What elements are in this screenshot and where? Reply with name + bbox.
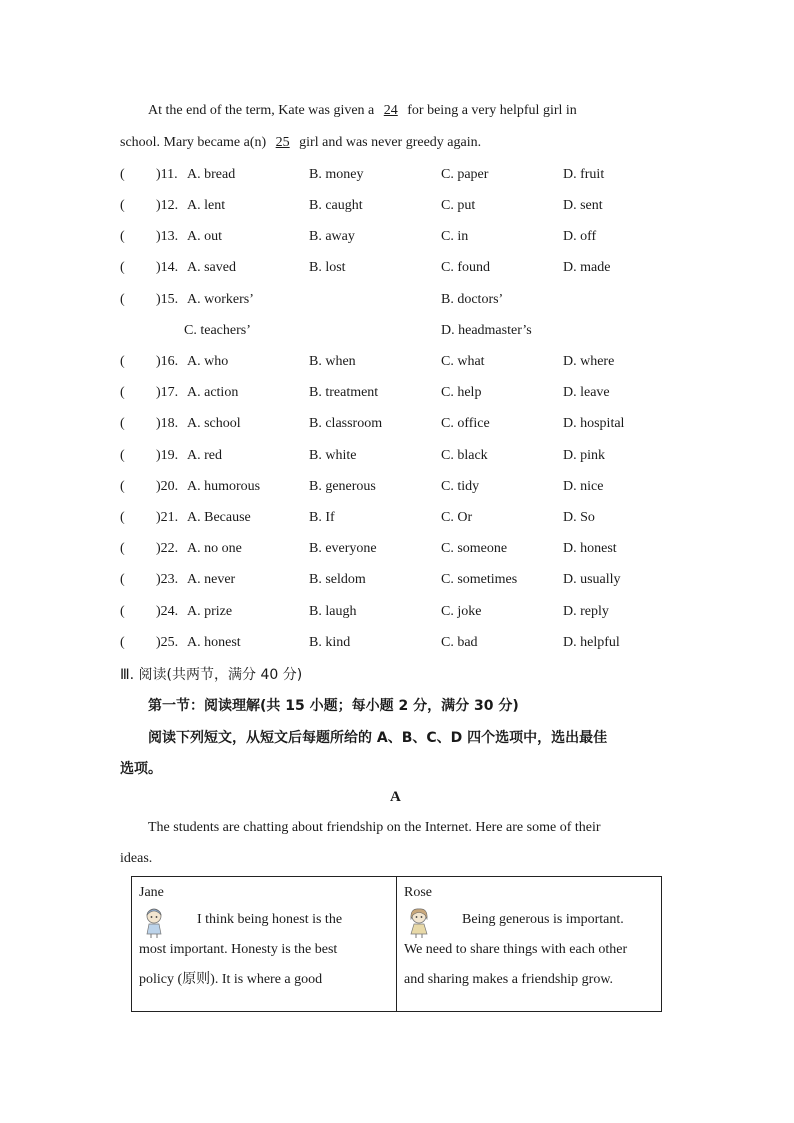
option-b: B. If	[309, 510, 335, 525]
option-b: B. when	[309, 354, 356, 369]
option-b: B. generous	[309, 479, 376, 494]
option-a: A. who	[187, 354, 229, 369]
option-c: C. tidy	[441, 479, 480, 494]
answer-paren: (	[120, 260, 125, 275]
option-b: B. kind	[309, 635, 351, 650]
rose-line-3: and sharing makes a friendship grow.	[404, 972, 614, 987]
option-b: B. away	[309, 229, 355, 244]
option-d: D. nice	[563, 479, 604, 494]
rose-line-2: We need to share things with each other	[404, 942, 628, 957]
answer-paren: (	[120, 604, 125, 619]
option-d: D. honest	[563, 541, 617, 556]
answer-paren: (	[120, 479, 125, 494]
option-a: A. lent	[187, 198, 226, 213]
option-c: C. joke	[441, 604, 482, 619]
option-c: C. help	[441, 385, 482, 400]
rose-name: Rose	[404, 885, 432, 900]
option-a: A. out	[187, 229, 222, 244]
option-c: C. Or	[441, 510, 473, 525]
option-c: C. teachers’	[184, 323, 251, 338]
option-d: D. off	[563, 229, 597, 244]
option-a: A. action	[187, 385, 239, 400]
option-a: A. saved	[187, 260, 236, 275]
option-c: C. bad	[441, 635, 478, 650]
option-c: C. sometimes	[441, 572, 518, 587]
option-d: D. pink	[563, 448, 605, 463]
option-c: C. paper	[441, 167, 489, 182]
option-a: A. never	[187, 572, 236, 587]
passage-text: girl and was never greedy again.	[299, 135, 482, 150]
option-b: B. lost	[309, 260, 346, 275]
answer-paren: (	[120, 416, 125, 431]
option-b: B. seldom	[309, 572, 366, 587]
question-number: )11.	[156, 167, 178, 182]
jane-name: Jane	[139, 885, 164, 900]
option-d: D. made	[563, 260, 611, 275]
question-number: )24.	[156, 604, 179, 619]
option-c: C. put	[441, 198, 476, 213]
option-d: D. reply	[563, 604, 609, 619]
passage-label: A	[390, 789, 401, 805]
option-a: A. workers’	[187, 292, 254, 307]
option-c: C. someone	[441, 541, 508, 556]
question-number: )19.	[156, 448, 179, 463]
passage-intro-line-1: The students are chatting about friendship on the Internet. Here are some of their	[148, 820, 601, 835]
option-c: C. what	[441, 354, 485, 369]
passage-end-line-2	[120, 135, 481, 151]
option-d: D. sent	[563, 198, 603, 213]
option-d: D. hospital	[563, 416, 625, 431]
section-heading: Ⅲ. 阅读(共两节，满分 40 分)	[120, 667, 303, 683]
option-b: B. everyone	[309, 541, 377, 556]
instruction-line-1: 阅读下列短文，从短文后每题所给的 A、B、C、D 四个选项中，选出最佳	[148, 730, 608, 746]
passage-text: At the end of the term, Kate was given a	[148, 103, 375, 118]
option-c: C. black	[441, 448, 488, 463]
answer-paren: (	[120, 198, 125, 213]
option-b: B. treatment	[309, 385, 379, 400]
option-d: D. leave	[563, 385, 610, 400]
question-number: )13.	[156, 229, 179, 244]
option-d: D. where	[563, 354, 615, 369]
question-number: )25.	[156, 635, 179, 650]
passage-text: school. Mary became a(n)	[120, 135, 267, 150]
rose-cell	[397, 877, 662, 1012]
question-number: )18.	[156, 416, 179, 431]
answer-paren: (	[120, 292, 125, 307]
option-d: D. fruit	[563, 167, 605, 182]
option-b: B. laugh	[309, 604, 357, 619]
rose-line-1: Being generous is important.	[462, 912, 624, 927]
option-d: D. headmaster’s	[441, 323, 532, 338]
passage-text: for being a very helpful girl in	[407, 103, 577, 118]
answer-paren: (	[120, 541, 125, 556]
passage-intro-line-2: ideas.	[120, 851, 153, 866]
question-number: )14.	[156, 260, 179, 275]
option-b: B. classroom	[309, 416, 383, 431]
option-d: D. So	[563, 510, 595, 525]
passage-end-line-1	[148, 103, 577, 119]
question-number: )22.	[156, 541, 179, 556]
instruction-line-2: 选项。	[120, 761, 162, 777]
girl-avatar-icon	[406, 907, 432, 939]
question-number: )12.	[156, 198, 179, 213]
option-d: D. helpful	[563, 635, 620, 650]
jane-line-2: most important. Honesty is the best	[139, 942, 338, 957]
option-a: A. no one	[187, 541, 242, 556]
answer-paren: (	[120, 635, 125, 650]
question-number: )21.	[156, 510, 179, 525]
question-number: )15.	[156, 292, 179, 307]
rose-text	[404, 905, 654, 995]
option-c: C. found	[441, 260, 490, 275]
section-subheading: 第一节：阅读理解(共 15 小题；每小题 2 分，满分 30 分)	[148, 698, 519, 714]
option-c: C. office	[441, 416, 490, 431]
option-c: C. in	[441, 229, 469, 244]
answer-paren: (	[120, 167, 125, 182]
option-b: B. doctors’	[441, 292, 504, 307]
jane-line-1: I think being honest is the	[197, 912, 343, 927]
option-a: A. school	[187, 416, 241, 431]
option-b: B. white	[309, 448, 357, 463]
option-b: B. money	[309, 167, 364, 182]
question-number: )20.	[156, 479, 179, 494]
answer-paren: (	[120, 385, 125, 400]
jane-text	[139, 905, 389, 995]
option-b: B. caught	[309, 198, 363, 213]
answer-paren: (	[120, 510, 125, 525]
answer-paren: (	[120, 229, 125, 244]
option-a: A. Because	[187, 510, 251, 525]
jane-cell	[132, 877, 397, 1012]
option-a: A. prize	[187, 604, 233, 619]
option-a: A. red	[187, 448, 222, 463]
option-d: D. usually	[563, 572, 621, 587]
option-a: A. humorous	[187, 479, 261, 494]
blank-25: 25	[275, 135, 290, 150]
option-a: A. bread	[187, 167, 236, 182]
question-number: )23.	[156, 572, 179, 587]
answer-paren: (	[120, 354, 125, 369]
girl-avatar-icon	[141, 907, 167, 939]
blank-24: 24	[383, 103, 398, 118]
ideas-table	[131, 876, 662, 1012]
answer-paren: (	[120, 572, 125, 587]
answer-paren: (	[120, 448, 125, 463]
jane-line-3: policy (原则). It is where a good	[139, 972, 323, 987]
option-a: A. honest	[187, 635, 241, 650]
question-number: )16.	[156, 354, 179, 369]
question-number: )17.	[156, 385, 179, 400]
